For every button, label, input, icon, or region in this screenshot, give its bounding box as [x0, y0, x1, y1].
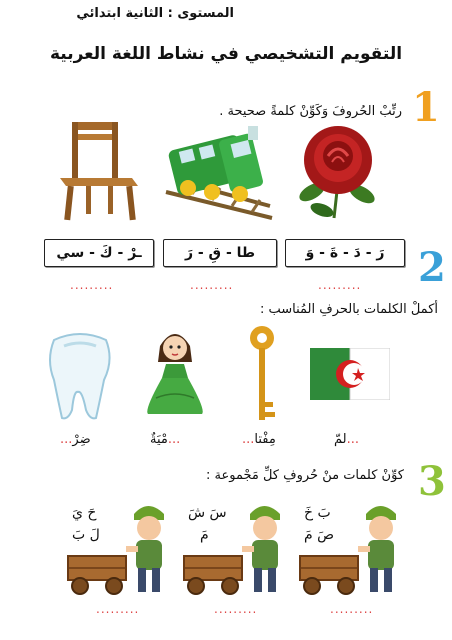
page-title: التقويم التشخيصي في نشاط اللغة العربية [49, 44, 403, 64]
answer-blank[interactable]: ......... [330, 602, 374, 616]
cart-icon [66, 552, 130, 596]
group-top-letters: بَ خَ [304, 505, 331, 521]
word-doll: ...مْيَةٌ [150, 432, 181, 447]
word-flag: ...لمّ [334, 432, 360, 447]
answer-blank[interactable]: ......... [70, 278, 114, 292]
letter-group [66, 500, 176, 600]
train-icon [162, 122, 276, 222]
tooth-icon [44, 330, 116, 422]
level-label: المستوى : الثانية ابتدائي [76, 6, 234, 21]
rose-icon [292, 122, 384, 220]
group-bottom-letters: لَ بَ [72, 527, 100, 543]
boy-icon [124, 500, 172, 598]
doll-icon [140, 326, 210, 416]
answer-blank[interactable]: ......... [96, 602, 140, 616]
letter-group [298, 500, 408, 600]
key-icon [246, 324, 278, 424]
letter-box: طا - قِ - رَ [163, 239, 277, 267]
group-bottom-letters: مَ [200, 527, 209, 543]
answer-blank[interactable]: ......... [318, 278, 362, 292]
flag-icon [310, 348, 390, 400]
exercise-2-number: 2 [418, 244, 446, 291]
cart-icon [182, 552, 246, 596]
word-tooth: ضِرْ... [60, 432, 91, 447]
group-top-letters: حَ يَ [72, 505, 97, 521]
letter-box: ـرْ - كَ - سي [44, 239, 154, 267]
exercise-3-instruction: كوِّنْ كلمات منْ حُروفِ كلِّ مَجْموعة : [205, 468, 404, 483]
word-key: مِفْتا... [242, 432, 276, 447]
exercise-3-number: 3 [418, 458, 446, 505]
exercise-1-instruction: رتِّبْ الحُروفَ وَكَوِّنْ كلمةً صحيحة . [219, 104, 402, 119]
letter-group [182, 500, 292, 600]
letter-box: رَ - دَ - ةَ - وَ [285, 239, 405, 267]
group-top-letters: سَ شَ [188, 505, 227, 521]
boy-icon [240, 500, 288, 598]
boy-icon [356, 500, 404, 598]
exercise-1-number: 1 [412, 84, 440, 131]
cart-icon [298, 552, 362, 596]
chair-icon [52, 118, 144, 222]
answer-blank[interactable]: ......... [190, 278, 234, 292]
group-bottom-letters: صَ مَ [304, 527, 335, 543]
exercise-2-instruction: أكملْ الكلمات بالحرفِ المُناسب : [259, 302, 438, 317]
answer-blank[interactable]: ......... [214, 602, 258, 616]
